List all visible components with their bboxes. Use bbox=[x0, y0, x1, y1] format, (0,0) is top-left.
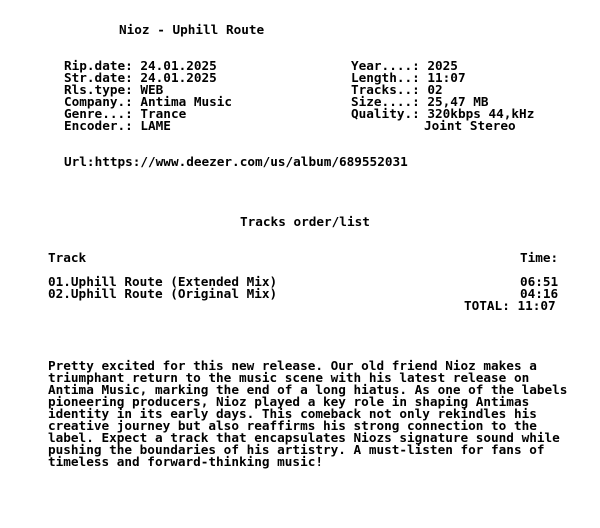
info-value: 24.01.2025 bbox=[140, 58, 217, 73]
info-label: Rls.type: bbox=[64, 82, 133, 97]
info-value: WEB bbox=[140, 82, 164, 97]
column-header-time: Time: bbox=[520, 250, 559, 265]
track-row-2-name: 02.Uphill Route (Original Mix) bbox=[48, 286, 278, 301]
track-row-2-time: 04:16 bbox=[520, 286, 559, 301]
info-row-encoder bbox=[64, 120, 171, 132]
info-label: Encoder.: bbox=[64, 118, 133, 133]
url-label: Url: bbox=[64, 154, 95, 169]
total-time: 11:07 bbox=[517, 298, 556, 313]
tracklist-heading: Tracks order/list bbox=[240, 214, 370, 229]
description-line: identity in its early days. This comeback not only rekindles his bbox=[48, 406, 537, 421]
description-line: Antima Music, marking the end of a long hiatus. As one of the labels bbox=[48, 382, 568, 397]
info-label: Year....: bbox=[351, 58, 420, 73]
release-title: Nioz - Uphill Route bbox=[119, 22, 265, 37]
description-line: pushing the boundaries of his artistry. A must-listen for fans of bbox=[48, 442, 545, 457]
total-label: TOTAL: bbox=[464, 298, 510, 313]
description-line: timeless and forward-thinking music! bbox=[48, 454, 323, 469]
total-row bbox=[464, 300, 556, 312]
info-label: Size....: bbox=[351, 94, 420, 109]
info-label: Company.: bbox=[64, 94, 133, 109]
description-line: label. Expect a track that encapsulates Niozs signature sound while bbox=[48, 430, 560, 445]
info-label: Length..: bbox=[351, 70, 420, 85]
info-value: 02 bbox=[427, 82, 443, 97]
info-value: 320kbps 44,kHz bbox=[427, 106, 535, 121]
info-value: Trance bbox=[140, 106, 187, 121]
info-value: Joint Stereo bbox=[424, 118, 516, 133]
info-value: 24.01.2025 bbox=[140, 70, 217, 85]
album-url-link[interactable]: https://www.deezer.com/us/album/689552031 bbox=[94, 154, 408, 169]
info-value: Antima Music bbox=[140, 94, 233, 109]
info-label: Genre...: bbox=[64, 106, 133, 121]
info-value: 2025 bbox=[427, 58, 458, 73]
description-line: creative journey but also reaffirms his strong connection to the bbox=[48, 418, 537, 433]
info-row-stereo-mode bbox=[424, 120, 516, 132]
description-line: pioneering producers, Nioz played a key role in shaping Antimas bbox=[48, 394, 530, 409]
info-label: Tracks..: bbox=[351, 82, 420, 97]
track-row-1-name: 01.Uphill Route (Extended Mix) bbox=[48, 274, 278, 289]
info-label: Quality.: bbox=[351, 106, 420, 121]
info-value: LAME bbox=[140, 118, 171, 133]
track-row-1-time: 06:51 bbox=[520, 274, 559, 289]
info-value: 25,47 MB bbox=[427, 94, 489, 109]
info-label: Str.date: bbox=[64, 70, 133, 85]
description-line: Pretty excited for this new release. Our old friend Nioz makes a bbox=[48, 358, 537, 373]
column-header-track: Track bbox=[48, 250, 87, 265]
url-line bbox=[64, 156, 408, 168]
info-label: Rip.date: bbox=[64, 58, 133, 73]
info-value: 11:07 bbox=[427, 70, 466, 85]
description-line: triumphant return to the music scene with his latest release on bbox=[48, 370, 530, 385]
